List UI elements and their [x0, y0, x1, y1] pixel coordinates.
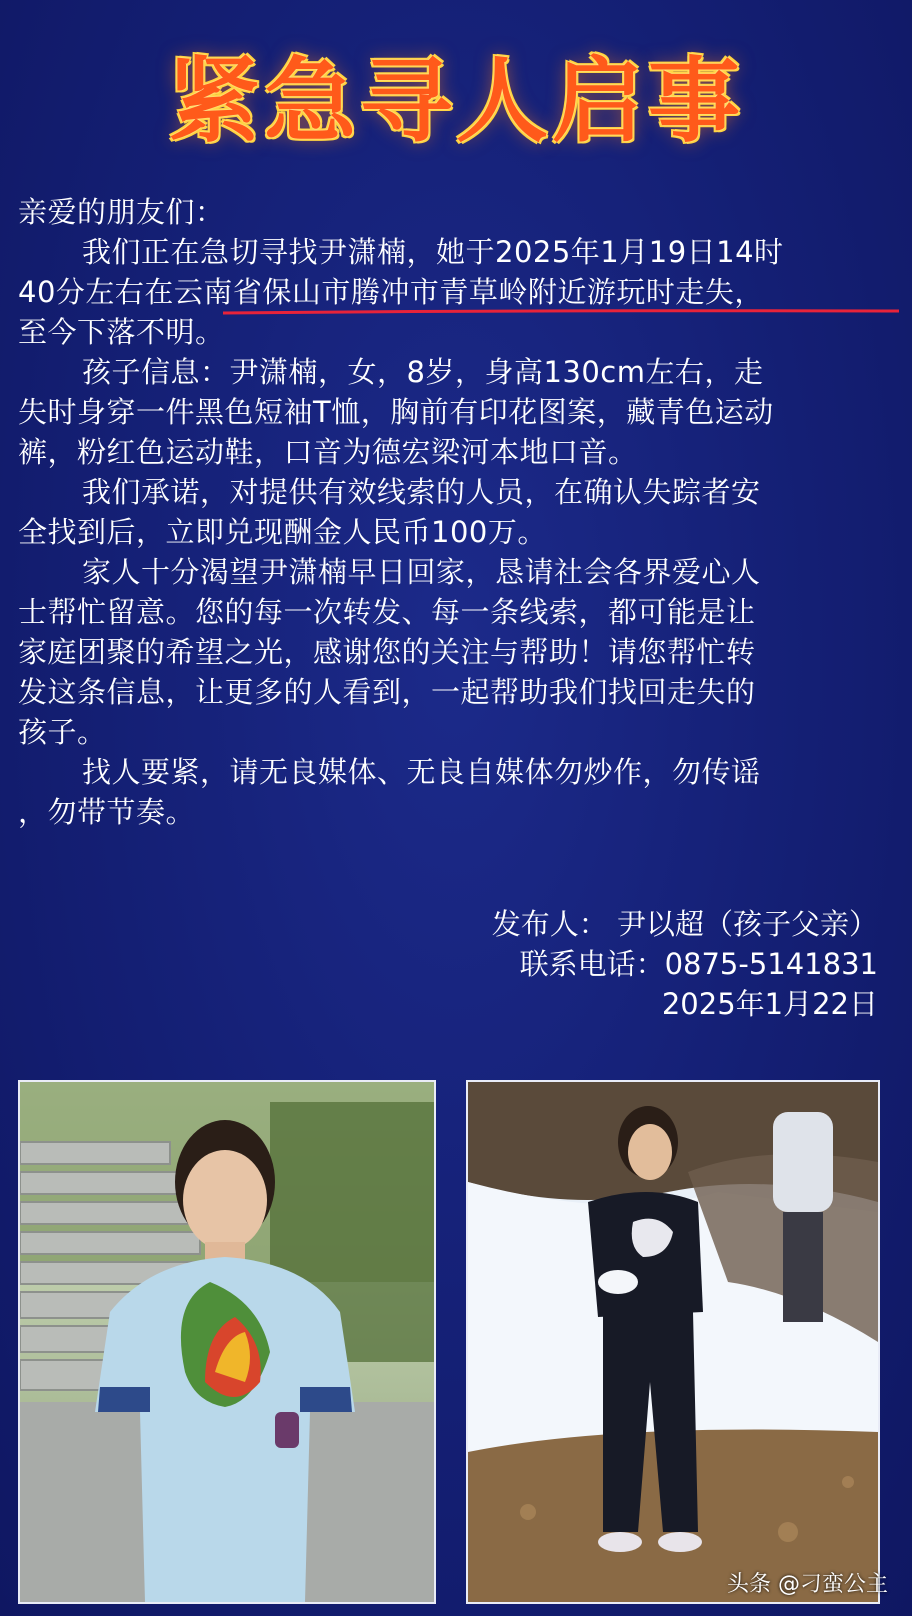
notice-line: 家庭团聚的希望之光，感谢您的关注与帮助！请您帮忙转 — [18, 635, 756, 669]
notice-line: 失时身穿一件黑色短袖T恤，胸前有印花图案，藏青色运动 — [18, 395, 774, 429]
notice-line-text: 40分左右在云南省保山市腾冲市青草岭附近游玩时走失， — [18, 275, 764, 309]
photo-child-in-snow — [466, 1080, 880, 1604]
greeting: 亲爱的朋友们： — [18, 195, 225, 229]
photo-child-with-leaves — [18, 1080, 436, 1604]
notice-line: 孩子信息：尹潇楠，女，8岁，身高130cm左右，走 — [82, 355, 764, 389]
poster-title: 紧急寻人启事 — [167, 48, 744, 155]
notice-line: 找人要紧，请无良媒体、无良自媒体勿炒作，勿传谣 — [82, 755, 761, 789]
notice-line: 士帮忙留意。您的每一次转发、每一条线索，都可能是让 — [18, 595, 756, 629]
publisher-line: 发布人： 尹以超（孩子父亲） — [491, 907, 878, 941]
signature-block — [492, 904, 878, 1024]
notice-line-underlined — [18, 272, 898, 312]
notice-line: 发这条信息，让更多的人看到，一起帮助我们找回走失的 — [18, 675, 756, 709]
notice-line: 我们承诺，对提供有效线索的人员，在确认失踪者安 — [82, 475, 761, 509]
notice-line: 孩子。 — [18, 715, 107, 749]
notice-line: 全找到后，立即兑现酬金人民币100万。 — [18, 515, 547, 549]
phone-line: 联系电话：0875-5141831 — [519, 947, 878, 981]
notice-line: 裤，粉红色运动鞋，口音为德宏梁河本地口音。 — [18, 435, 638, 469]
notice-body — [18, 192, 898, 832]
notice-line: 家人十分渴望尹潇楠早日回家，恳请社会各界爱心人 — [82, 555, 761, 589]
notice-line: 我们正在急切寻找尹潇楠，她于2025年1月19日14时 — [82, 235, 784, 269]
watermark: 头条 @刁蛮公主 — [727, 1572, 888, 1597]
notice-line: ，勿带节奏。 — [18, 795, 196, 829]
notice-line: 至今下落不明。 — [18, 315, 225, 349]
date-line: 2025年1月22日 — [661, 987, 878, 1021]
